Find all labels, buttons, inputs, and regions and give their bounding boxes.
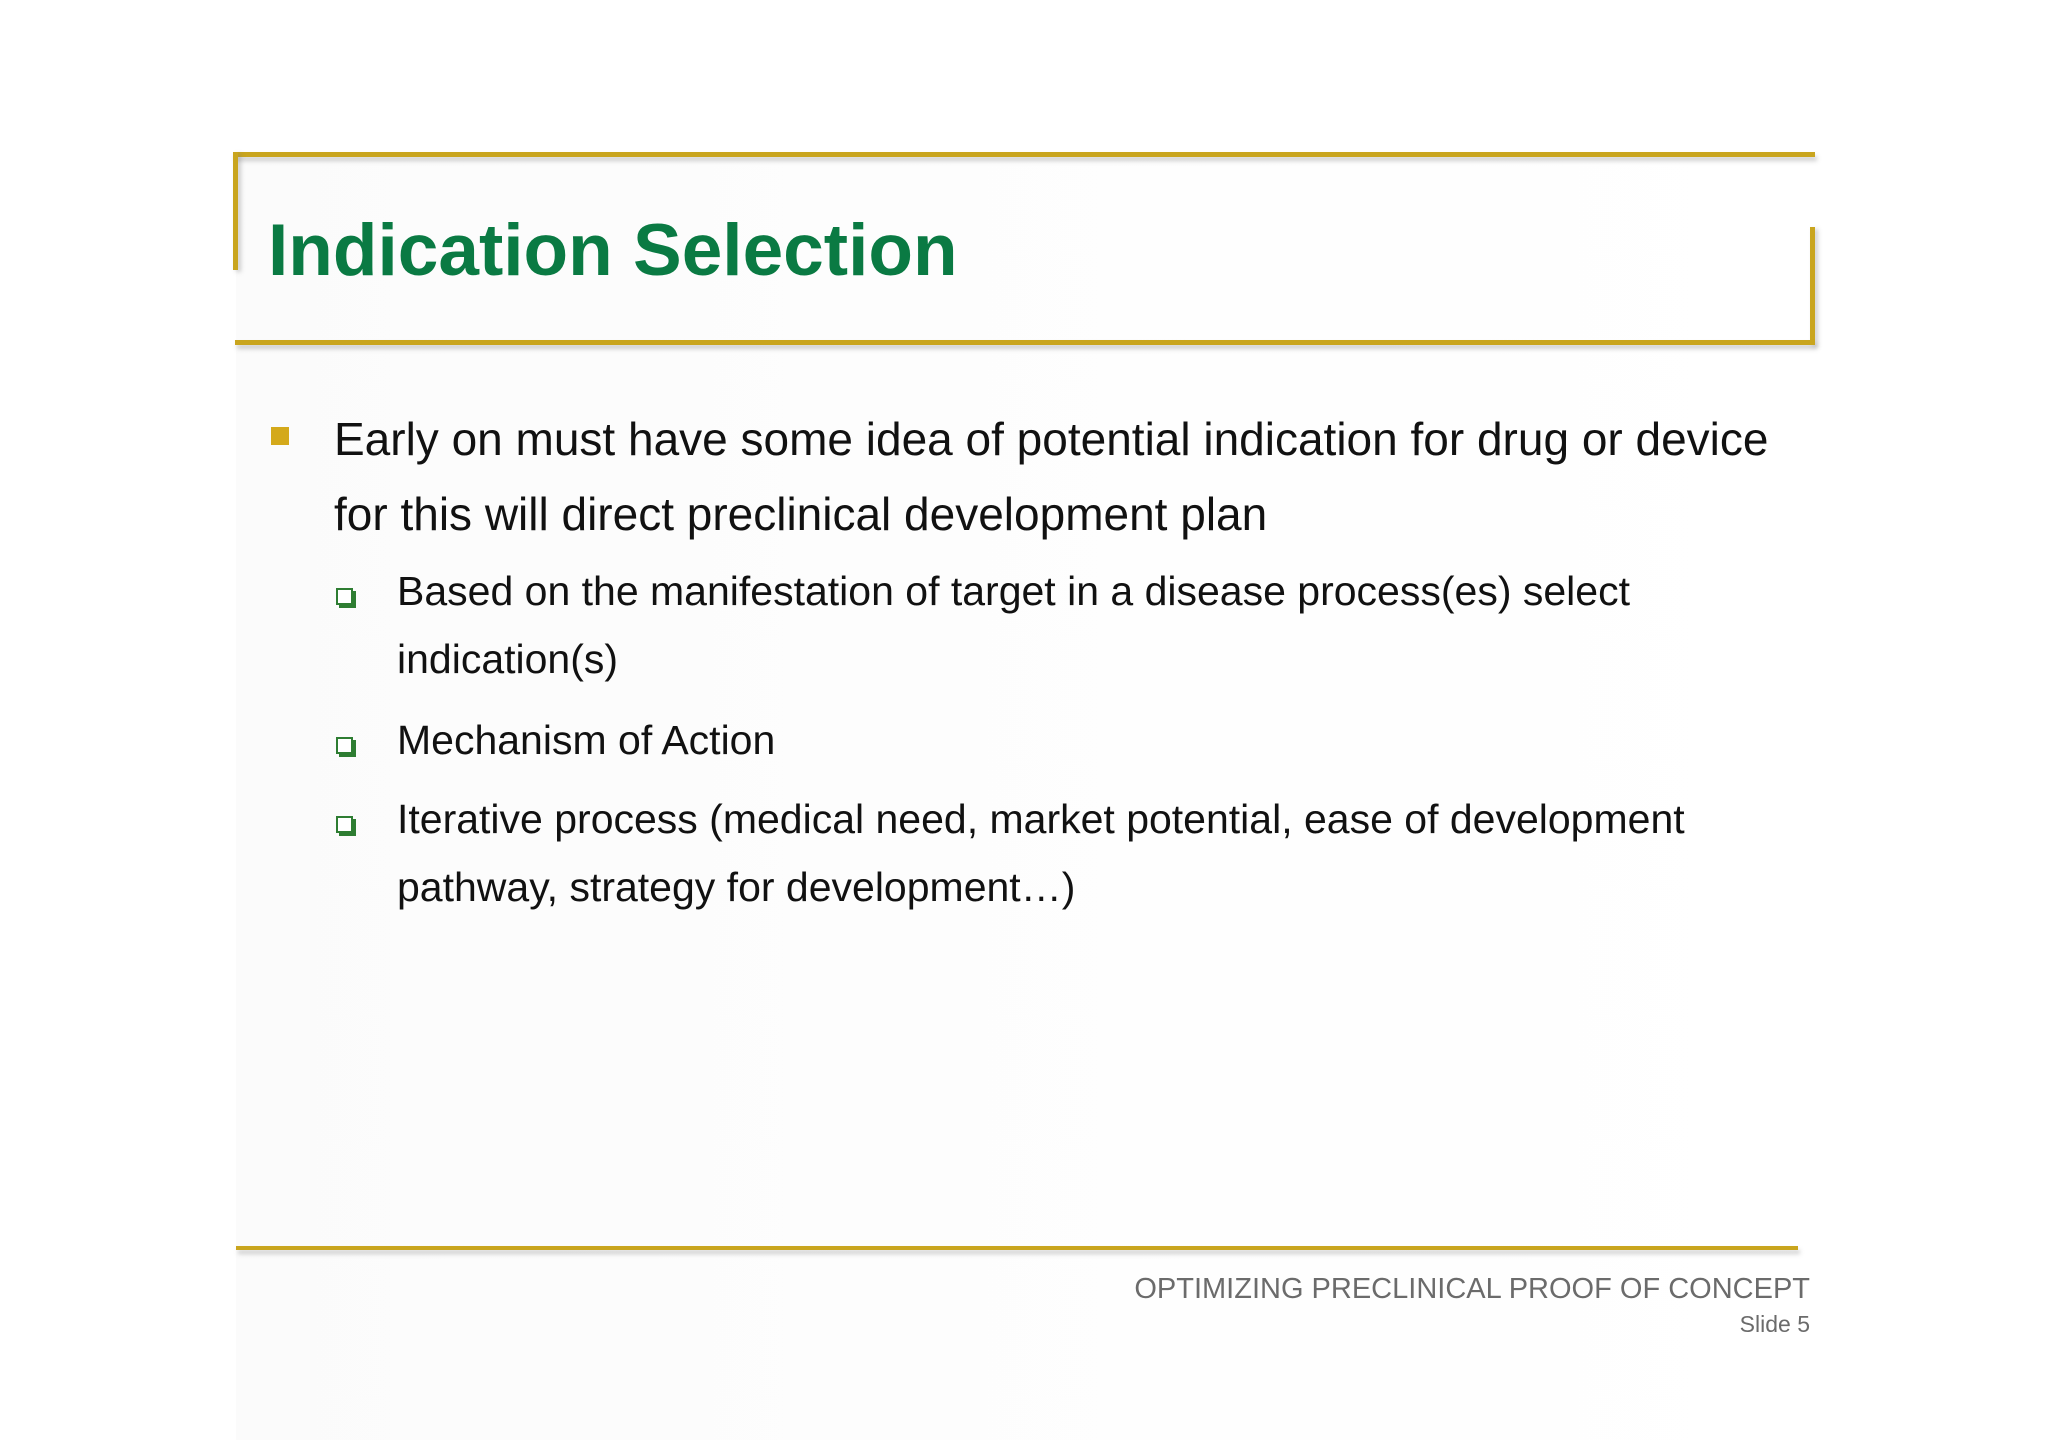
- checkbox-bullet-icon: [336, 737, 353, 754]
- slide-title: Indication Selection: [268, 210, 958, 291]
- checkbox-bullet-icon: [336, 816, 353, 833]
- bullet-text: Early on must have some idea of potential indication for drug or device for this will direct preclinical development plan: [334, 413, 1769, 540]
- sub-bullet-text: Based on the manifestation of target in a disease process(es) select indication(s): [397, 568, 1630, 682]
- sub-bullet-text: Mechanism of Action: [397, 717, 776, 763]
- checkbox-bullet-icon: [336, 588, 353, 605]
- title-frame-bottom-rule: [235, 340, 1815, 345]
- footer-rule: [236, 1246, 1798, 1250]
- slide-number: Slide 5: [1739, 1311, 1810, 1337]
- footer-presentation-title: OPTIMIZING PRECLINICAL PROOF OF CONCEPT: [1134, 1273, 1810, 1305]
- title-frame-right-rule: [1810, 227, 1815, 345]
- sub-bullet-text: Iterative process (medical need, market potential, ease of development pathway, strategy for development…): [397, 796, 1685, 910]
- title-frame-top-rule: [233, 152, 1815, 157]
- title-frame-left-rule: [233, 152, 238, 270]
- square-bullet-icon: [271, 427, 289, 445]
